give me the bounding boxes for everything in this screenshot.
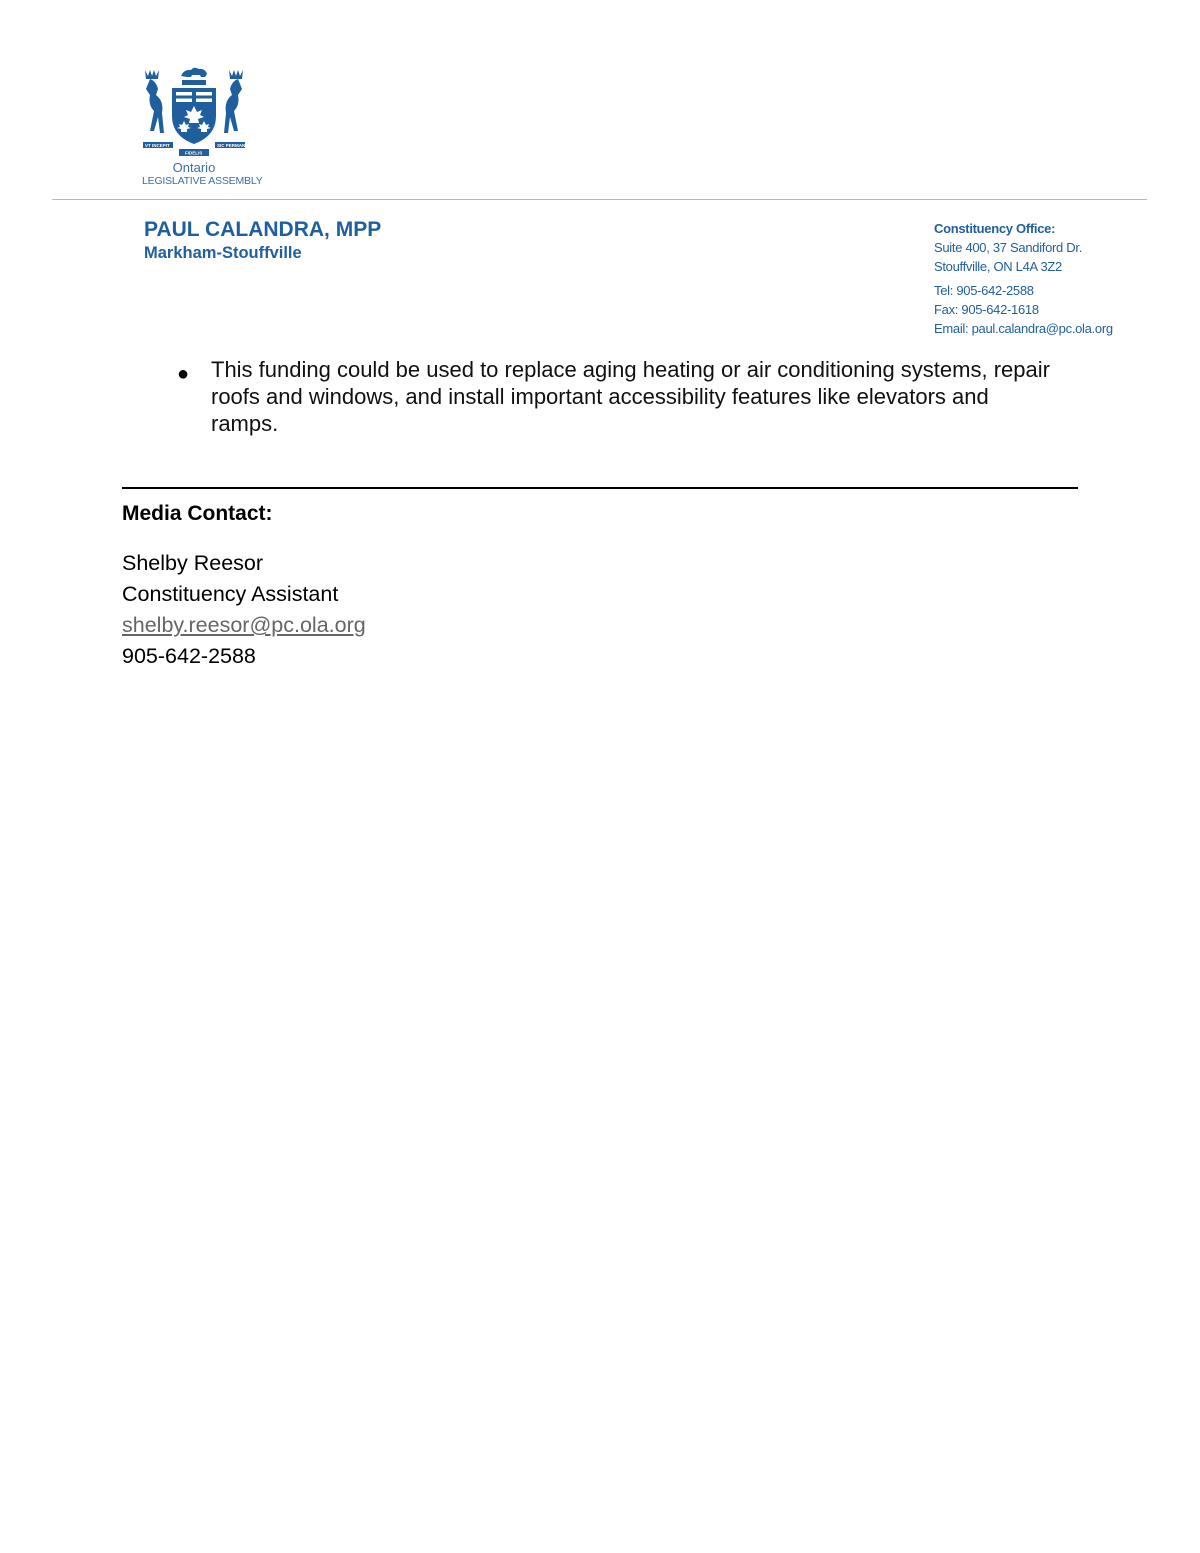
bullet-text: This funding could be used to replace aging heating or air conditioning systems, repair roofs and windows, and install important accessibility features like elevators and ramps. [211, 357, 1050, 436]
list-item [170, 356, 1050, 437]
contact-phone: 905-642-2588 [122, 644, 256, 668]
contact-name: Shelby Reesor [122, 551, 264, 575]
contact-email-link[interactable]: shelby.reesor@pc.ola.org [122, 613, 366, 637]
bullet-icon: ● [177, 363, 190, 385]
media-contact-block [122, 548, 366, 672]
motto-right-text: SIC PERMANET [217, 143, 252, 148]
logo-assembly-text: LEGISLATIVE ASSEMBLY [142, 175, 263, 187]
section-divider [122, 487, 1078, 489]
office-tel: Tel: 905-642-2588 [934, 283, 1034, 298]
office-label: Constituency Office: [934, 221, 1056, 236]
office-address-line2: Stouffville, ON L4A 3Z2 [934, 259, 1062, 274]
mpp-name: PAUL CALANDRA, MPP [144, 218, 382, 241]
contact-role: Constituency Assistant [122, 582, 339, 606]
motto-left-text: VT INCEPIT [145, 143, 170, 148]
office-fax: Fax: 905-642-1618 [934, 302, 1039, 317]
coat-of-arms-icon [141, 66, 252, 158]
office-address-line1: Suite 400, 37 Sandiford Dr. [934, 240, 1083, 255]
ontario-legislative-assembly-logo [136, 66, 263, 188]
constituency-office-block [934, 219, 1113, 338]
office-email: Email: paul.calandra@pc.ola.org [934, 321, 1113, 336]
mpp-riding: Markham-Stouffville [144, 244, 302, 262]
motto-center-text: FIDELIS [185, 150, 203, 156]
media-contact-title: Media Contact: [122, 502, 273, 525]
logo-ontario-text: Ontario [172, 160, 216, 175]
header-divider [52, 199, 1147, 200]
